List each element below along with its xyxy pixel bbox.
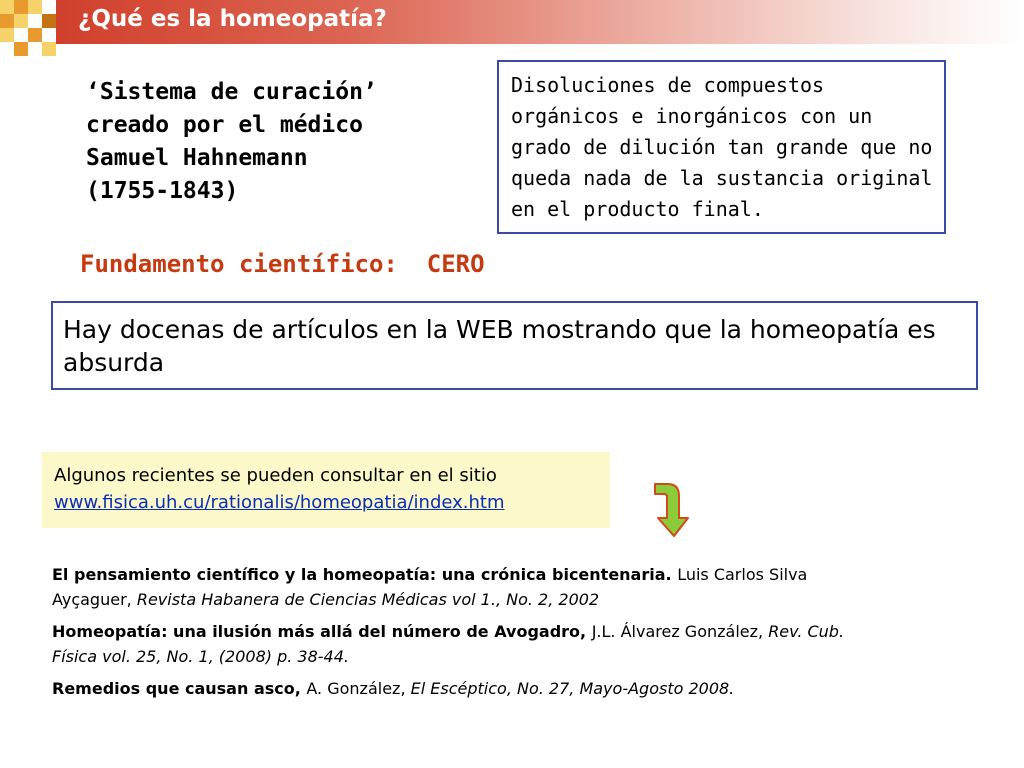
quote-line: ‘Sistema de curación’ — [86, 79, 377, 105]
reference-comma: , — [126, 590, 137, 609]
reference-sep: , — [580, 622, 592, 641]
slide-title: ¿Qué es la homeopatía? — [78, 6, 387, 32]
consult-text: Algunos recientes se pueden consultar en el sitio — [54, 465, 497, 486]
references-list — [52, 562, 852, 708]
reference-authors: Luis Carlos Silva Ayçaguer — [52, 565, 808, 609]
reference-source: Revista Habanera de Ciencias Médicas vol 1., No. 2, 2002 — [136, 590, 600, 609]
decor-square — [28, 28, 42, 42]
decor-square — [28, 0, 42, 14]
reference-item — [52, 676, 852, 701]
decor-square — [14, 14, 28, 28]
reference-item — [52, 619, 852, 669]
reference-comma: , — [758, 622, 769, 641]
reference-title: El pensamiento científico y la homeopatía: una crónica bicentenaria — [52, 565, 666, 584]
reference-comma: , — [400, 679, 411, 698]
decor-square — [0, 0, 14, 14]
reference-source: Rev. Cub. Física vol. 25, No. 1, (2008) p. 38-44. — [52, 622, 845, 666]
reference-authors: J.L. Álvarez González — [591, 622, 759, 641]
reference-sep: , — [294, 679, 307, 698]
hahnemann-quote — [86, 76, 416, 208]
reference-title: Homeopatía: una ilusión más allá del número de Avogadro — [52, 622, 581, 641]
reference-authors: A. González — [306, 679, 401, 698]
decor-square — [0, 28, 14, 42]
fundamento-cientifico: Fundamento científico: CERO — [80, 250, 485, 278]
consult-box — [42, 452, 610, 528]
decor-square — [42, 14, 56, 28]
reference-item — [52, 562, 852, 612]
web-statement-text: Hay docenas de artículos en la WEB mostrando que la homeopatía es absurda — [63, 315, 936, 377]
decor-square — [14, 42, 28, 56]
consult-link[interactable]: www.fisica.uh.cu/rationalis/homeopatia/index.htm — [54, 492, 505, 513]
definition-text: Disoluciones de compuestos orgánicos e inorgánicos con un grado de dilución tan grande que no queda nada de la sustancia original en el producto final. — [511, 73, 933, 221]
definition-box — [497, 60, 946, 234]
reference-title: Remedios que causan asco — [52, 679, 295, 698]
reference-sep: . — [665, 565, 678, 584]
decor-square — [42, 42, 56, 56]
reference-source: El Escéptico, No. 27, Mayo-Agosto 2008. — [410, 679, 735, 698]
decor-square — [14, 0, 28, 14]
quote-line: Samuel Hahnemann — [86, 145, 308, 171]
quote-line: (1755-1843) — [86, 178, 239, 204]
quote-line: creado por el médico — [86, 112, 363, 138]
web-statement-box — [51, 301, 978, 390]
decor-square — [0, 14, 14, 28]
green-down-arrow-icon — [652, 482, 692, 538]
